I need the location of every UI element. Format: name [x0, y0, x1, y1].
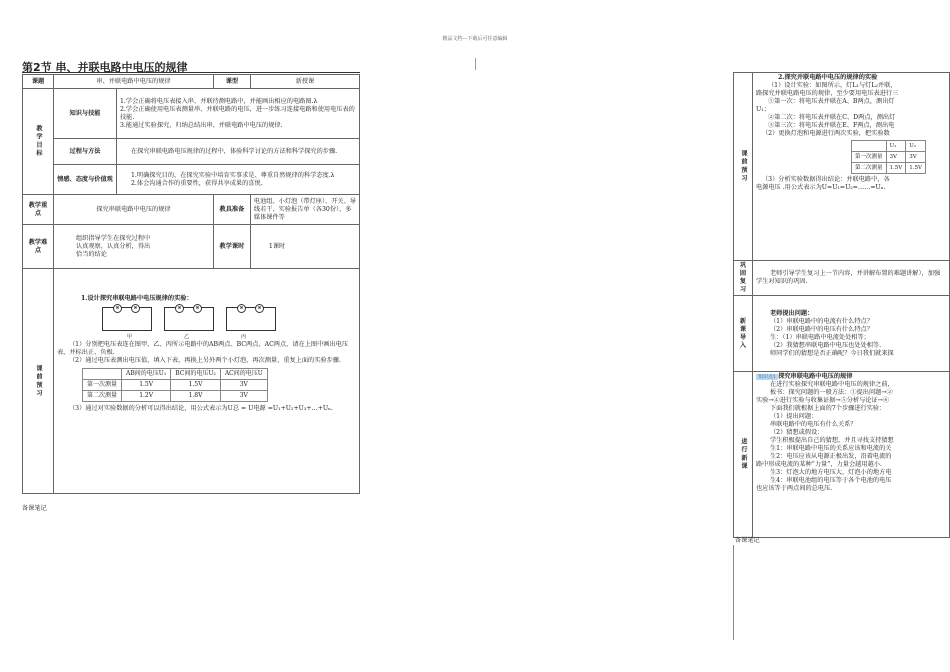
intro-line: （1）串联电路中的电流有什么特点？: [770, 317, 873, 325]
new-line: 生2：电压应该从电源正极出发，沿着电流的: [770, 453, 892, 460]
title-rule: [22, 72, 360, 73]
review-value: 老师引导学生复习上一节内容，并讲解布置的难题讲解），加强学生对知识的巩固.: [753, 261, 950, 296]
knowledge-label: 知识与技能: [54, 89, 117, 139]
table-cell: [852, 141, 887, 152]
new-title: 探究串联电路中电压的规律: [778, 373, 853, 380]
table-header: AB间的电压U₁: [122, 369, 171, 380]
new-line: 串联电路中的电压有什么关系？: [770, 421, 857, 428]
table-cell: U₂: [906, 141, 926, 152]
knowledge-item: 3.能通过实验探究，归纳总结出串、并联电路中电压的规律.: [120, 121, 283, 129]
new-line: （2）猜想或假设：: [770, 429, 824, 436]
r-line: ③第三次：将电压表并联在E、F两点，测出电: [768, 122, 895, 129]
table-cell: 1.5V: [171, 380, 221, 391]
point-tag: 知识点1: [758, 374, 777, 380]
table-cell: 3V: [906, 152, 926, 163]
emotion-item: 2.体会沟通合作的重要性，获得共享成果的喜悦.: [131, 179, 263, 187]
r-line: ②第二次：将电压表并联在C、D两点，测出灯: [768, 114, 896, 121]
new-line: （1）提出问题：: [770, 413, 818, 420]
r-concl: （3）分析实验数据得出结论：并联电路中，各: [762, 176, 890, 183]
new-label: 进行新课: [734, 372, 753, 538]
table-cell: 第一次测量: [852, 152, 887, 163]
intro-cell: [753, 296, 950, 372]
key-value: 探究串联电路中电压的规律: [54, 195, 214, 225]
table-cell: 3V: [220, 391, 267, 402]
table-header: [83, 369, 122, 380]
time-value: 1课时: [250, 225, 359, 269]
diff-value: 组织指导学生在探究过程中认真观察，认真分析，得出恰当的结论: [54, 225, 214, 269]
table-cell: 3V: [886, 152, 906, 163]
r-pre-label: 课前预习: [734, 73, 753, 261]
divider: [475, 58, 476, 70]
emotion-cell: [117, 165, 360, 195]
lamp-icon: ⊗: [175, 304, 184, 313]
diff-label: 教学难点: [23, 225, 54, 269]
table-cell: 1.5V: [122, 380, 171, 391]
pre-label: 课前预习: [23, 269, 54, 494]
new-line: 实验→④进行实验与收集证据→⑤分析与论证→⑥: [756, 397, 890, 404]
table-header: BC间的电压U₂: [171, 369, 221, 380]
r-pre-cell: [753, 73, 950, 261]
table-header: AC间的电压U: [220, 369, 267, 380]
type-label: 课型: [213, 75, 250, 89]
new-line: 路中形成电流的某种“力量”，力量会越用越小.: [756, 461, 882, 468]
intro-label: 新课导入: [734, 296, 753, 372]
circuit-bing: [226, 307, 276, 331]
lesson-table-left: [22, 74, 360, 494]
r-line: ①第一次：将电压表并联在A、B两点，测出灯: [768, 98, 895, 105]
lamp-icon: ⊗: [237, 304, 246, 313]
knowledge-item: 1.学会正确将电压表接入串、并联待测电路中，并能画出相应的电路图.λ: [120, 97, 318, 105]
type-value: 新授课: [250, 75, 359, 89]
table-cell: 1.5V: [906, 163, 926, 174]
knowledge-item: 2.学会正确使用电压表测量串、并联电路的电压，进一步练习连接电路和使用电压表的技能.: [120, 105, 355, 121]
r-pre-title: 2.探究并联电路中电压的规律的实验: [778, 74, 878, 81]
pre-step1: （1）分别把电压表连在图甲、乙、丙所示电路中的AB两点、BC两点、AC两点，请在上图中画出电压表，并标出正、负极.: [57, 341, 349, 356]
prep-label: 教具准备: [213, 195, 250, 225]
topic-value: 串、并联电路中电压的规律: [54, 75, 214, 89]
table-cell: 1.5V: [886, 163, 906, 174]
time-label: 教学课时: [213, 225, 250, 269]
notes-right: 备课笔记: [735, 537, 760, 544]
new-line: 下面我们就根据上面的7个步骤进行实验：: [770, 405, 886, 412]
pre-title: 1.设计探究串联电路中电压规律的实验：: [81, 295, 193, 302]
prep-value: 电池组、小灯泡（带灯座）、开关、导线若干、实验报告单（各30份）、多媒体课件等: [250, 195, 359, 225]
new-line: 在进行实验探究串联电路中电压的规律之前，: [770, 381, 894, 388]
emotion-item: 1.明确探究目的，在探究实验中培育实事求是、尊重自然规律的科学态度.λ: [131, 171, 335, 179]
caption-bing: 丙: [241, 334, 247, 340]
knowledge-cell: [117, 89, 360, 139]
right-margin-line: [733, 545, 734, 640]
r-line: （1）设计实验：如图所示，灯L₁与灯L₂并联，: [768, 82, 897, 89]
emotion-label: 情感、态度与价值观: [54, 165, 117, 195]
key-label: 教学重点: [23, 195, 54, 225]
new-cell: [753, 372, 950, 538]
table-cell: 1.2V: [122, 391, 171, 402]
intro-line: 师同学们的猜想是否正确呢？今日我们就来探: [770, 349, 894, 357]
intro-line: （2）我猜想串联电路中电压也处处相等.: [770, 341, 882, 349]
topic-label: 课题: [23, 75, 54, 89]
r-line: 路探究并联电路电压的规律，至少要用电压表进行三: [756, 90, 899, 97]
new-line: 也应该等于两点间的总电压.: [756, 485, 833, 492]
intro-line: 生：（1）串联电路中电流处处相等；: [770, 333, 870, 341]
r-voltage-table: [851, 140, 926, 174]
lesson-table-right: [733, 72, 950, 538]
caption-jia: 甲: [127, 334, 133, 340]
circuit-diagrams: [102, 307, 356, 331]
intro-line: （2）串联电路中的电压有什么特点？: [770, 325, 873, 333]
notes-left: 备课笔记: [22, 505, 47, 512]
table-cell: 3V: [220, 380, 267, 391]
voltage-table: [82, 368, 268, 402]
lamp-icon: ⊗: [131, 304, 140, 313]
caption-yi: 乙: [184, 334, 190, 340]
new-line: 学生积极提出自己的猜想，并且寻找支持猜想: [770, 437, 894, 444]
circuit-yi: [164, 307, 214, 331]
pre-step3: （3）通过对实验数据的分析可以得出结论，用公式表示为U总 = U电源 =U₁+U₂+U₃+…+Uₙ.: [69, 405, 333, 412]
table-cell: 第二次测量: [83, 391, 122, 402]
table-cell: 第一次测量: [83, 380, 122, 391]
r-line: U₁；: [756, 106, 770, 113]
new-line: 生3：灯泡大的地方电压大，灯泡小的地方电: [770, 469, 892, 476]
table-cell: 1.8V: [171, 391, 221, 402]
circuit-jia: [102, 307, 152, 331]
lamp-icon: ⊗: [193, 304, 202, 313]
circuit-captions: [127, 333, 356, 341]
process-label: 过程与方法: [54, 139, 117, 165]
new-line: 板书：探究问题的一般方法：①提出问题→②: [770, 389, 893, 396]
lamp-icon: ⊗: [255, 304, 264, 313]
r-concl: 电源电压 .用公式表示为U=U₁=U₂=……=Uₙ.: [756, 184, 886, 191]
new-line: 生1：串联电路中电压的关系应该和电流的关: [770, 445, 892, 452]
lamp-icon: ⊗: [113, 304, 122, 313]
process-value: 在探究串联电路电压规律的过程中，体验科学讨论的方法和科学探究的步骤.: [117, 139, 360, 165]
new-line: 生4：串联电池组的电压等于各个电池的电压: [770, 477, 892, 484]
table-cell: U₁: [886, 141, 906, 152]
goals-label: 教学目标: [23, 89, 54, 195]
intro-line: 老师提出问题：: [770, 309, 814, 317]
pre-cell: [54, 269, 360, 494]
r-line: （2）更换灯泡和电源进行两次实验，把实验数: [762, 130, 890, 137]
page-title: 第2节 串、并联电路中电压的规律: [22, 61, 188, 74]
review-label: 巩固复习: [734, 261, 753, 296]
table-cell: 第二次测量: [852, 163, 887, 174]
page-header: 精品文档---下载后可任意编辑: [442, 36, 508, 42]
pre-step2: （2）通过电压表测出电压值，填入下表，再换上另外两个小灯泡，再次测量，重复上面的实验步骤.: [69, 357, 341, 364]
